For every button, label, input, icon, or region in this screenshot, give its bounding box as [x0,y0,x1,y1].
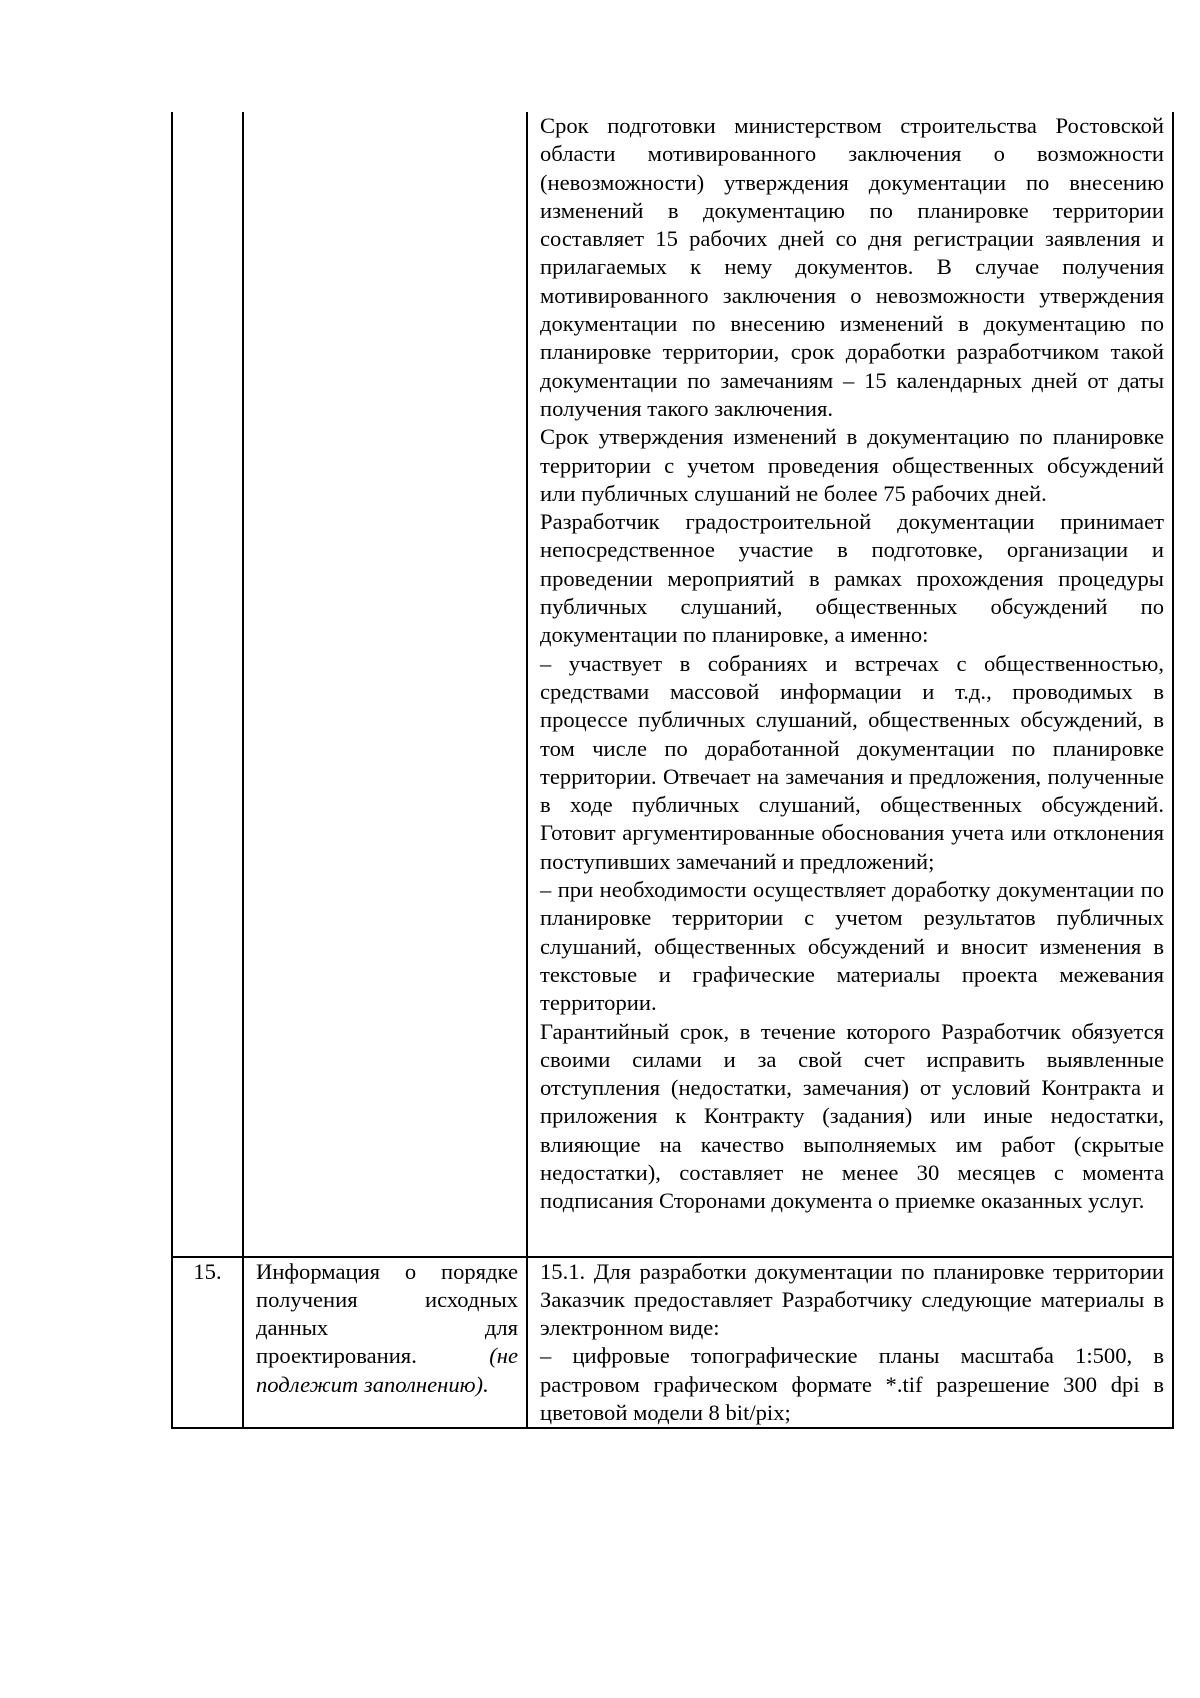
paragraph-developer-participation: Разработчик градостроительной документации принимает непосредственное участие в подготовке, организации и проведении мероприятий в рамках прохождения процедуры публичных слушаний, общественных обсуждений по документации по планировке, а именно: [540,509,1164,648]
table-row-continuation [172,112,1173,1257]
paragraph-approval-deadline: Срок подготовки министерством строительства Ростовской области мотивированного заключения о возможности (невозможности) утверждения документации по внесению изменений в документацию по планировке территории составляет 15 рабочих дней со дня регистрации заявления и прилагаемых к нему документов. В случае получения мотивированного заключения о невозможности утверждения документации по внесению изменений в документацию по планировке территории, срок доработки разработчиком такой документации по замечаниям – 15 календарных дней от даты получения такого заключения. [540,113,1164,421]
row-number: 15. [172,1257,243,1429]
row-name [256,1258,518,1399]
paragraph-meetings: – участвует в собраниях и встречах с общественностью, средствами массовой информации и т.д., проводимых в процессе публичных слушаний, общественных обсуждений, в том числе по доработанной документации по планировке территории. Отвечает на замечания и предложения, полученные в ходе публичных слушаний, общественных обсуждений. Готовит аргументированные обоснования учета или отклонения поступивших замечаний и предложений; [540,650,1164,874]
name-cell [243,112,527,1257]
row-name-cell [243,1257,527,1429]
paragraph-topographic-plans: – цифровые топографические планы масштаба 1:500, в растровом графическом формате *.tif разрешение 300 dpi в цветовой модели 8 bit/pix; [540,1343,1164,1426]
requirements-table [171,112,1174,1429]
row-name-text: Информация о порядке получения исходных данных для проектирования. [256,1258,518,1369]
row-name-note: (не подлежит заполнению). [256,1343,518,1397]
paragraph-revision: – при необходимости осуществляет доработку документации по планировке территории с учетом результатов публичных слушаний, общественных обсуждений и вносит изменения в текстовые и графические материалы проекта межевания территории. [540,877,1164,1016]
row-content-cell [527,1257,1173,1429]
paragraph-warranty: Гарантийный срок, в течение которого Разработчик обязуется своими силами и за свой счет исправить выявленные отступления (недостатки, замечания) от условий Контракта и приложения к Контракту (задания) или иные недостатки, влияющие на качество выполняемых им работ (скрытые недостатки), составляет не менее 30 месяцев с момента подписания Сторонами документа о приемке оказанных услуг. [540,1018,1164,1214]
content-cell [527,112,1173,1257]
paragraph-materials: 15.1. Для разработки документации по планировке территории Заказчик предоставляет Разработчику следующие материалы в электронном виде: [540,1258,1164,1341]
number-cell [172,112,243,1257]
paragraph-approval-term: Срок утверждения изменений в документацию по планировке территории с учетом проведения общественных обсуждений или публичных слушаний не более 75 рабочих дней. [540,424,1164,506]
table-row-15 [172,1257,1173,1429]
